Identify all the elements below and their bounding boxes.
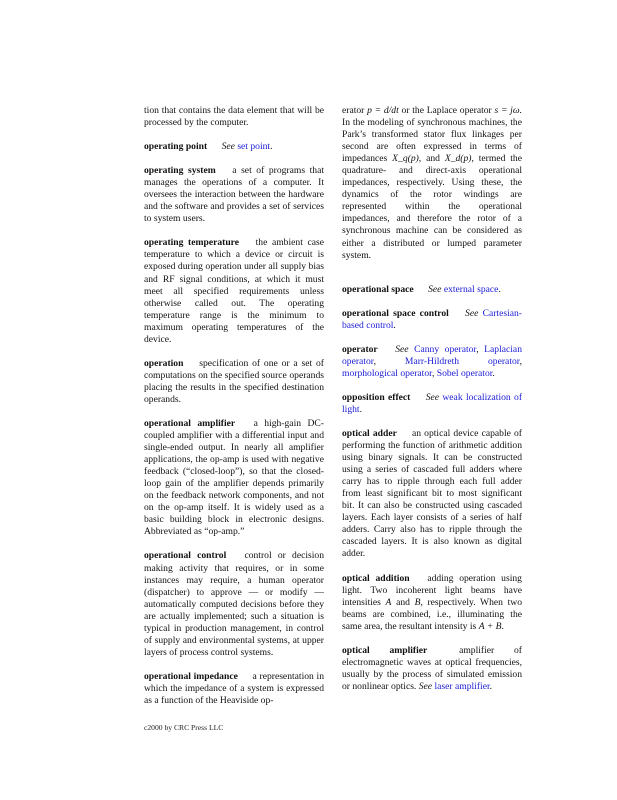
entry-optical-amplifier [342, 645, 522, 693]
entry-operator: operator See Canny operator, Laplacian operator, Marr-Hildreth operator, morphological operator, Sobel operator. [342, 343, 522, 379]
entry-operational-impedance [144, 671, 324, 707]
punct: . [498, 283, 501, 295]
entry-text: adding operation using light. Two incoherent light beams have intensities [342, 572, 522, 608]
link-marr-hildreth-operator[interactable]: Marr-Hildreth operator [404, 355, 520, 367]
entry-term: operating system [144, 165, 216, 177]
entry-opposition-effect [342, 392, 522, 416]
see-label: See [221, 141, 235, 153]
entry-definition: control or decision making activity that requires, or in some instances may require, a human operator (dispatcher) to approve — or modify — automatically computed decisions before they are actually implemented; such a situation is typical in production management, in control of supply and environmental systems, at upper layers of process control systems. [144, 550, 324, 658]
entry-operation [144, 358, 324, 406]
entry-definition: the ambient case temperature to which a device or circuit is exposed during operation under all supply bias and RF signal conditions, at which it must meet all specified requirements unless otherwise called out. The operating temperature range is the minimum to maximum operating temperatures of the device. [144, 237, 324, 345]
entry-text: and [396, 596, 410, 608]
entry-optical-adder [342, 428, 522, 561]
entry-operational-control [144, 550, 324, 658]
math-variable: B [414, 596, 421, 608]
entry-definition: a high-gain DC-coupled amplifier with a differential input and single-ended output. In nearly all amplifier applications, the op-amp is used with negative feedback (“closed-loop”), so that the closed-loop gain of the amplifier depends primarily on the feedback network components, and not on the op-amp itself. It is widely used as a basic building block in electronic designs. Abbreviated as “op-amp.” [144, 417, 324, 538]
math-variable: A [385, 596, 392, 608]
entry-operational-space-control [342, 308, 522, 332]
right-column [342, 105, 522, 693]
entry-text: In the modeling of synchronous machines, the Park’s transformed stator flux linkages per second are often expressed in terms of impedances [342, 117, 522, 165]
entry-operational-impedance-cont [342, 105, 522, 262]
see-label: See [428, 283, 442, 295]
math-expression: X_d(p), [444, 153, 474, 165]
link-laplacian-operator[interactable]: Laplacian operator [342, 343, 522, 367]
punct: . [393, 319, 396, 331]
entry-continuation [144, 105, 324, 129]
link-external-space[interactable]: external space [443, 283, 499, 295]
see-label: See [465, 307, 479, 319]
punct: . [501, 620, 504, 632]
entry-term: operational control [144, 550, 227, 562]
entry-definition: a set of programs that manages the operations of a computer. It oversees the interaction between the hardware and the software and provides a set of services to system users. [144, 165, 325, 225]
entry-text: tion that contains the data element that will be processed by the computer. [144, 105, 324, 129]
entry-definition: a representation in which the impedance of a system is expressed as a function of the Heaviside op- [144, 670, 324, 706]
math-expression: A + B [478, 620, 502, 632]
entry-term: operator [342, 343, 378, 355]
entry-term: operational amplifier [144, 417, 236, 429]
link-laser-amplifier[interactable]: laser amplifier [434, 680, 490, 692]
entry-term: operational space control [342, 307, 449, 319]
math-expression: s = jω. [494, 105, 522, 116]
entry-term: optical addition [342, 572, 410, 584]
entry-operating-temperature [144, 237, 324, 345]
math-expression: p = d/dt [367, 105, 399, 116]
see-label: See [418, 680, 433, 692]
link-weak-localization-of-light[interactable]: weak localization of light [342, 391, 523, 415]
copyright-footer: c2000 by CRC Press LLC [144, 723, 224, 732]
punct: . [489, 680, 493, 692]
see-label: See [395, 343, 409, 355]
punct: . [270, 141, 273, 153]
math-expression: X_q(p), [392, 153, 422, 165]
entry-text: termed the quadrature- and direct-axis operational impedances, respectively. Using these, the dynamics of the rotor windings are represented within the operational impedances, and therefore the rotor of a synchronous machine can be considered as either a distributed or lumped parameter system. [342, 153, 522, 261]
entry-operating-system [144, 165, 324, 225]
entry-term: operation [144, 357, 184, 369]
entry-term: operating point [144, 141, 208, 153]
entry-term: optical adder [342, 427, 397, 439]
entry-operational-space [342, 284, 522, 296]
link-canny-operator[interactable]: Canny operator [414, 343, 477, 355]
punct: . [492, 367, 495, 379]
entry-text: or the Laplace operator [401, 105, 492, 116]
link-morphological-operator[interactable]: morphological operator [342, 367, 432, 379]
entry-operating-point [144, 141, 324, 153]
entry-definition: an optical device capable of performing the function of arithmetic addition using binary signals. It can be constructed using a series of cascaded full adders where carry has to ripple through each full adder from least significant bit to most significant bit. It can also be constructed using cascaded layers. Each layer consists of a series of half adders. Carry also has to ripple through the cascaded layers. It is also known as digital adder. [342, 427, 522, 560]
entry-definition: specification of one or a set of computations on the specified source operands placing the results in the specified destination operands. [144, 357, 324, 405]
entry-term: operational space [342, 283, 414, 295]
entry-optical-addition [342, 573, 522, 633]
entry-text: and [426, 153, 440, 165]
left-column [144, 105, 324, 707]
link-cartesian-based-control[interactable]: Cartesian-based control [342, 307, 522, 331]
entry-term: operational impedance [144, 670, 238, 682]
link-sobel-operator[interactable]: Sobel operator [436, 367, 493, 379]
entry-text: erator [342, 105, 365, 116]
see-label: See [425, 391, 440, 403]
entry-operational-amplifier [144, 418, 324, 538]
entry-term: optical amplifier [342, 644, 428, 656]
entry-term: operating temperature [144, 237, 240, 249]
punct: . [359, 403, 362, 415]
entry-text: , respectively. When two beams are combined, i.e., illuminating the same area, the resultant intensity is [342, 596, 522, 632]
entry-term: opposition effect [342, 391, 411, 403]
entry-definition: amplifier of electromagnetic waves at optical frequencies, usually by the process of simulated emission or nonlinear optics. [342, 644, 522, 692]
link-set-point[interactable]: set point [237, 141, 271, 153]
